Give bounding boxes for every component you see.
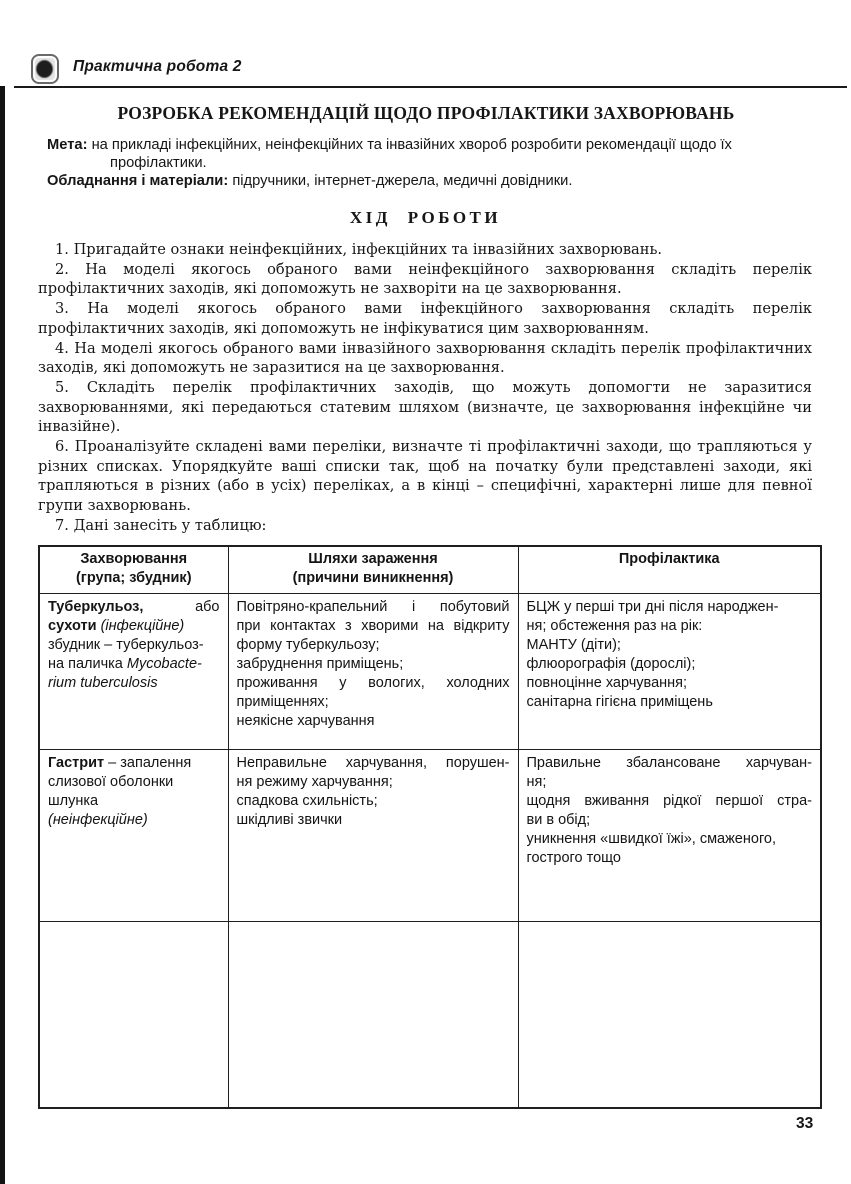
step-item: 7. Дані занесіть у таблицю: bbox=[55, 516, 267, 534]
table-row-empty bbox=[39, 922, 821, 1108]
equipment-line bbox=[47, 173, 815, 191]
cell-transmission-3 bbox=[228, 922, 518, 1108]
step-item: 1. Пригадайте ознаки неінфекційних, інфекційних та інвазійних захворювань. bbox=[55, 241, 663, 258]
procedure-steps bbox=[38, 240, 812, 536]
section-label: Практична робота 2 bbox=[73, 58, 242, 75]
header-rule bbox=[14, 86, 847, 88]
meta-text: на прикладі інфекційних, неінфекційних та інвазійних хвороб розробити рекомендації щодо їх профілактики. bbox=[91, 137, 732, 171]
step-item: 3. На моделі якогось обраного вами інфекційного захворювання складіть перелік профілактичних заходів, які допоможуть не інфікуватися цим захворюванням. bbox=[38, 300, 812, 337]
table-row-gastritis bbox=[39, 750, 821, 922]
header-cell-disease bbox=[39, 546, 228, 594]
step-item: 6. Проаналізуйте складені вами переліки, визначте ті профілактичні заходи, що трапляються у різних списках. Упорядкуйте ваші списки так, щоб на початку були представлені заходи, які трапляються в різних (або в усіх) переліках, а в кінці – специфічні, характерні лише для певної групи захворювань. bbox=[38, 438, 812, 515]
cell-disease-2: Гастрит – запалення слизової оболонки шлунка (неінфекційне) bbox=[39, 750, 228, 922]
header-line: Профілактика bbox=[618, 551, 720, 567]
equipment-label: Обладнання і матеріали: bbox=[47, 172, 229, 189]
step-item: 5. Складіть перелік профілактичних заходів, що можуть допомогти не заразитися захворюваннями, які передаються статевим шляхом (визначте, це захворювання інфекційне чи інвазійне). bbox=[38, 378, 812, 436]
step-item: 2. На моделі якогось обраного вами неінфекційного захворювання складіть перелік профілактичних заходів, які допоможуть не захворіти на це захворювання. bbox=[38, 260, 812, 298]
table-row-tuberculosis bbox=[39, 594, 821, 750]
meta-block bbox=[47, 137, 815, 190]
header-line: Захворювання bbox=[80, 551, 188, 567]
cell-prevention-3 bbox=[518, 922, 821, 1108]
step-item: 4. На моделі якогось обраного вами інвазійного захворювання складіть перелік профілактичних заходів, які допоможуть не заразитися на це захворювання. bbox=[38, 339, 812, 377]
page-title: РОЗРОБКА РЕКОМЕНДАЦІЙ ЩОДО ПРОФІЛАКТИКИ ЗАХВОРЮВАНЬ bbox=[117, 103, 735, 123]
work-heading: ХІД РОБОТИ bbox=[349, 208, 502, 227]
header-line: (причини виникнення) bbox=[292, 570, 454, 586]
equipment-text: підручники, інтернет-джерела, медичні довідники. bbox=[232, 172, 573, 189]
cell-disease-3 bbox=[39, 922, 228, 1108]
header-line: (група; збудник) bbox=[75, 570, 192, 586]
cell-prevention-2: Правильне збалансоване харчуван- ня; щодня вживання рідкої першої стра- ви в обід; уникнення «швидкої їжі», смаженого, гострого тощо bbox=[518, 750, 821, 922]
cell-prevention-1: БЦЖ у перші три дні після народжен- ня; обстеження раз на рік: МАНТУ (діти); флюорографія (дорослі); повноцінне харчування; санітарна гігієна приміщень bbox=[518, 594, 821, 750]
cell-transmission-1: Повітряно-крапельний і побутовий при контактах з хворими на відкриту форму туберкульозу; забруднення приміщень; проживання у вологих, холодних приміщеннях; неякісне харчування bbox=[228, 594, 518, 750]
cell-disease-1: Туберкульоз, або сухоти (інфекційне) збудник – туберкульоз- на паличка Mycobacte- rium tuberculosis bbox=[39, 594, 228, 750]
page-number: 33 bbox=[796, 1115, 814, 1132]
results-table bbox=[38, 545, 822, 1109]
cell-transmission-2: Неправильне харчування, порушен- ня режиму харчування; спадкова схильність; шкідливі звички bbox=[228, 750, 518, 922]
practical-work-icon bbox=[31, 54, 59, 84]
meta-label: Мета: bbox=[47, 137, 88, 153]
icon-dot bbox=[37, 61, 52, 77]
header-line: Шляхи зараження bbox=[308, 551, 438, 567]
meta-line bbox=[47, 137, 815, 173]
header-cell-prevention bbox=[518, 546, 821, 594]
header-cell-transmission bbox=[228, 546, 518, 594]
scan-edge-strip bbox=[0, 86, 5, 1184]
table-header-row bbox=[39, 546, 821, 594]
